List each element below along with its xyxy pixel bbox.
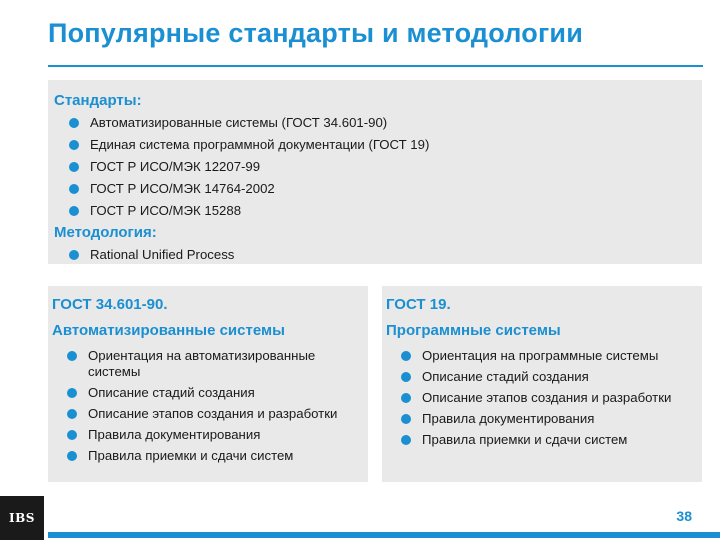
list-item <box>386 411 696 427</box>
list-item <box>54 112 696 134</box>
list-item <box>52 385 362 401</box>
list-item-text: Описание этапов создания и разработки <box>422 390 672 405</box>
gost-19-list <box>386 348 696 448</box>
standards-panel <box>48 80 702 264</box>
list-item <box>52 348 362 380</box>
list-item-text: ГОСТ Р ИСО/МЭК 14764-2002 <box>90 181 275 196</box>
list-item-text: Правила приемки и сдачи систем <box>422 432 628 447</box>
gost-19-title: ГОСТ 19. <box>386 296 451 313</box>
list-item <box>52 448 362 464</box>
standards-list <box>54 112 696 222</box>
methodology-list <box>54 244 696 266</box>
bullet-icon <box>401 414 411 424</box>
list-item-text: ГОСТ Р ИСО/МЭК 12207-99 <box>90 159 261 174</box>
bullet-icon <box>401 435 411 445</box>
gost-34-title: ГОСТ 34.601-90. <box>52 296 168 313</box>
bullet-icon <box>69 206 79 216</box>
list-item <box>54 244 696 266</box>
page-title: Популярные стандарты и методологии <box>48 18 584 48</box>
list-item-text: Правила документирования <box>422 411 595 426</box>
list-item-text: Ориентация на программные системы <box>422 348 659 363</box>
bullet-icon <box>69 184 79 194</box>
bullet-icon <box>67 351 77 361</box>
list-item-text: Автоматизированные системы (ГОСТ 34.601-90) <box>90 115 388 130</box>
list-item <box>386 390 696 406</box>
list-item-text: Описание этапов создания и разработки <box>88 406 338 421</box>
bullet-icon <box>69 118 79 128</box>
list-item-text: Описание стадий создания <box>88 385 255 400</box>
list-item <box>386 348 696 364</box>
bullet-icon <box>67 409 77 419</box>
gost-34-subtitle: Автоматизированные системы <box>52 322 285 339</box>
bullet-icon <box>401 372 411 382</box>
list-item-text: Правила документирования <box>88 427 261 442</box>
page-number: 38 <box>676 508 692 524</box>
bullet-icon <box>67 451 77 461</box>
bullet-icon <box>67 430 77 440</box>
gost-19-subtitle: Программные системы <box>386 322 561 339</box>
list-item <box>54 178 696 200</box>
list-item <box>54 200 696 222</box>
bullet-icon <box>69 250 79 260</box>
bullet-icon <box>401 393 411 403</box>
list-item <box>386 369 696 385</box>
list-item-text: ГОСТ Р ИСО/МЭК 15288 <box>90 203 242 218</box>
company-logo: IBS <box>0 496 44 540</box>
gost-34-list <box>52 348 362 464</box>
list-item <box>52 406 362 422</box>
list-item-text: Единая система программной документации (ГОСТ 19) <box>90 137 430 152</box>
list-item-text: Rational Unified Process <box>90 247 235 262</box>
standards-heading: Стандарты: <box>54 92 142 109</box>
bullet-icon <box>401 351 411 361</box>
list-item <box>54 134 696 156</box>
list-item <box>386 432 696 448</box>
list-item <box>52 427 362 443</box>
methodology-heading: Методология: <box>54 224 157 241</box>
bullet-icon <box>67 388 77 398</box>
gost-19-panel <box>382 286 702 482</box>
gost-34-panel <box>48 286 368 482</box>
list-item-text: Правила приемки и сдачи систем <box>88 448 294 463</box>
title-divider <box>48 65 703 67</box>
bullet-icon <box>69 162 79 172</box>
list-item-text: Ориентация на автоматизированные системы <box>88 348 316 379</box>
footer-divider <box>48 532 720 538</box>
list-item <box>54 156 696 178</box>
list-item-text: Описание стадий создания <box>422 369 589 384</box>
bullet-icon <box>69 140 79 150</box>
